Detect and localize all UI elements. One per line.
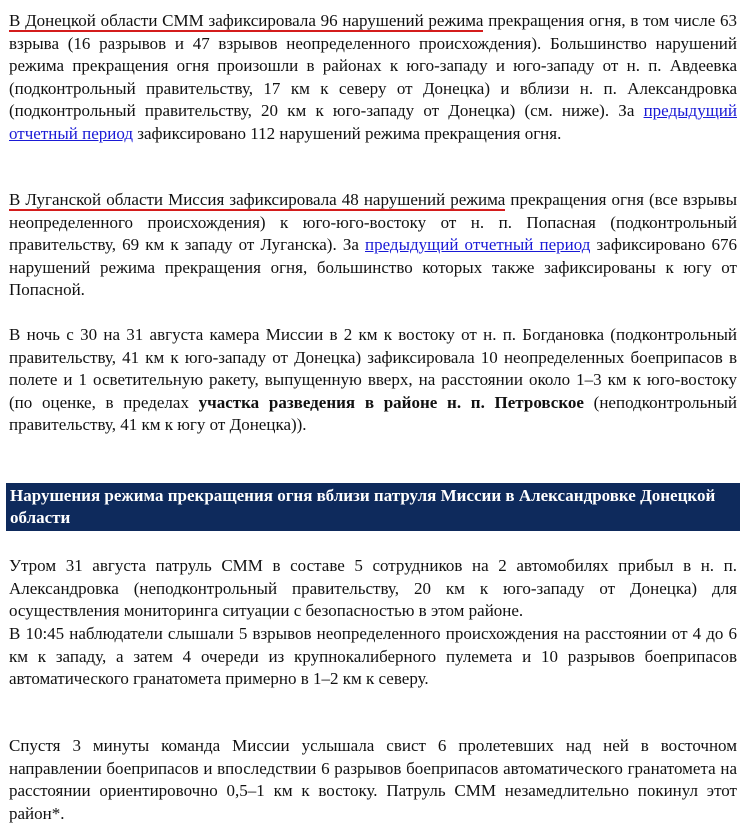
disengagement-area-bold: участка разведения в районе н. п. Петровское xyxy=(198,392,584,412)
donetsk-text-2: зафиксировано 112 нарушений режима прекращения огня. xyxy=(133,123,562,143)
patrol-arrival-paragraph: Утром 31 августа патруль СММ в составе 5 сотрудников на 2 автомобилях прибыл в н. п. Александровка (неподконтрольный правительству, 20 км к юго-западу от Донецка) для осуществления мониторинга ситуации с безопасностью в этом районе. xyxy=(9,556,737,620)
luhansk-lead-highlight: В Луганской области Миссия зафиксировала 48 нарушений режима xyxy=(9,190,506,209)
luhansk-text-1: прекращения огня (все взрывы неопределенного происхождения) к юго-юго-востоку от н. п. Попасная (подконтрольный правительству, 69 км к западу от Луганска). За xyxy=(9,190,737,254)
camera-text-1: В ночь с 30 на 31 августа камера Миссии в 2 км к востоку от н. п. Богдановка (подконтрольный правительству, 41 км к юго-западу от Донецка) зафиксировала 10 неопределенных боеприпасов в полете и 1 осветительную ракету, выпущенную вверх, на расстоянии около 1–3 км к юго-востоку (по оценке, в пределах xyxy=(9,325,737,412)
section-header: Нарушения режима прекращения огня вблизи патруля Миссии в Александровке Донецкой области xyxy=(6,483,740,531)
luhansk-paragraph xyxy=(9,189,737,302)
patrol-left-paragraph: Спустя 3 минуты команда Миссии услышала свист 6 пролетевших над ней в восточном направлении боеприпасов и впоследствии 6 разрывов боеприпасов автоматического гранатомета на расстоянии ориентировочно 0,5–1 км к востоку. Патруль СММ незамедлительно покинул этот район*. xyxy=(9,736,737,823)
camera-text-2: (неподконтрольный правительству, 41 км к югу от Донецка)). xyxy=(9,392,737,434)
donetsk-lead-highlight: В Донецкой области СММ зафиксировала 96 нарушений режима xyxy=(9,11,484,30)
donetsk-text-1: прекращения огня, в том числе 63 взрыва (16 разрывов и 47 взрывов неопределенного происхождения). Большинство нарушений режима прекращения огня произошли в районах к юго-западу и юго-западу от н. п. Авдеевка (подконтрольный правительству, 17 км к северу от Донецка) и вблизи н. п. Александровка (подконтрольный правительству, 20 км к юго-западу от Донецка) (см. ниже). За xyxy=(9,11,737,120)
luhansk-previous-period-link[interactable]: предыдущий отчетный период xyxy=(365,235,591,254)
donetsk-paragraph xyxy=(9,10,737,145)
luhansk-text-2: зафиксировано 676 нарушений режима прекращения огня, большинство которых также зафиксированы к югу от Попасной. xyxy=(9,235,737,299)
camera-paragraph xyxy=(9,324,737,437)
donetsk-previous-period-link[interactable]: предыдущий отчетный период xyxy=(9,101,737,143)
explosions-heard-paragraph: В 10:45 наблюдатели слышали 5 взрывов неопределенного происхождения на расстоянии от 4 до 6 км к западу, а затем 4 очереди из крупнокалиберного пулемета и 10 разрывов боеприпасов автоматического гранатомета примерно в 1–2 км к северу. xyxy=(9,624,737,688)
